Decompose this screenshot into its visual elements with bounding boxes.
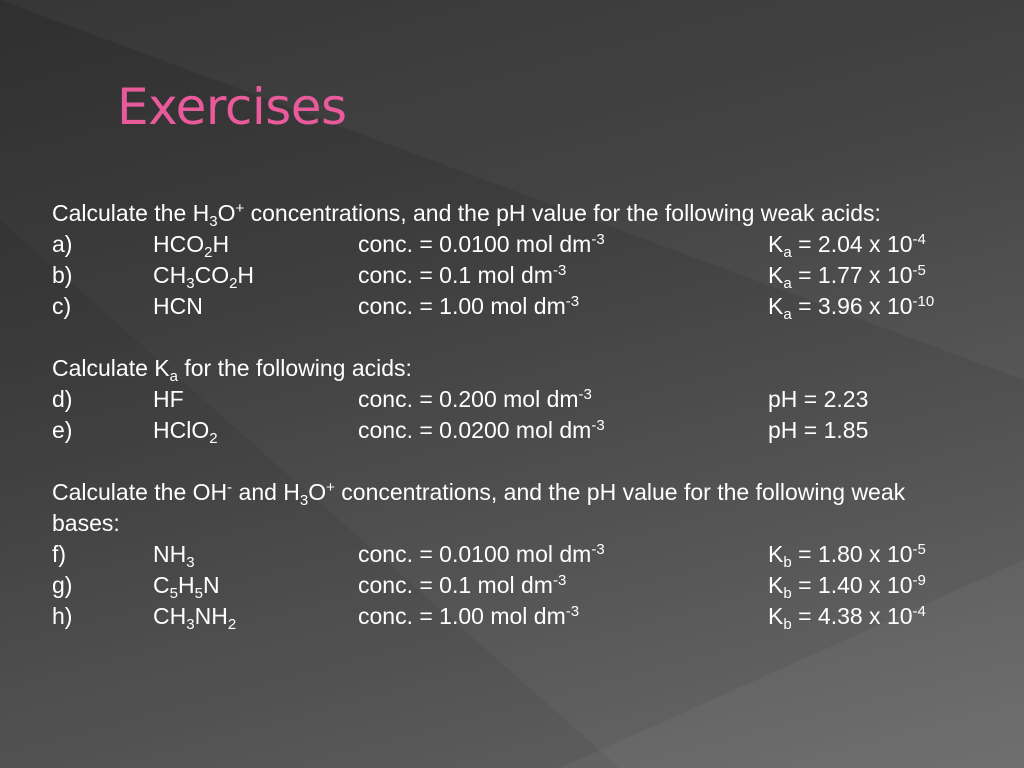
given-constant — [768, 384, 868, 415]
superscript: -3 — [565, 603, 580, 620]
subscript: 2 — [229, 275, 238, 292]
text-run: g) — [52, 572, 73, 598]
subscript: 3 — [186, 616, 195, 633]
text-run: conc. = 0.1 mol dm — [358, 572, 553, 598]
text-run: = 1.80 x 10 — [791, 541, 913, 567]
subscript: 3 — [186, 554, 195, 571]
weak-acids-list — [52, 229, 972, 322]
text-run: concentrations, and the pH value for the following weak bases: — [52, 479, 906, 536]
subscript: a — [783, 244, 792, 261]
exercise-label — [52, 415, 72, 446]
exercise-row — [52, 601, 972, 632]
given-constant — [768, 229, 926, 260]
text-run: K — [768, 293, 784, 319]
compound-formula — [153, 291, 203, 322]
superscript: - — [227, 479, 233, 496]
weak-bases-list — [52, 539, 972, 632]
text-run: Calculate the OH — [52, 479, 228, 505]
exercise-label — [52, 384, 72, 415]
slide-title: Exercises — [117, 78, 347, 136]
exercise-label — [52, 601, 72, 632]
subscript: 3 — [299, 492, 309, 509]
text-run: b) — [52, 262, 73, 288]
superscript: -3 — [578, 386, 592, 403]
text-run: H — [212, 231, 230, 257]
exercise-label — [52, 229, 72, 260]
compound-formula — [153, 570, 220, 601]
text-run: NH — [194, 603, 228, 629]
superscript: -3 — [565, 293, 580, 310]
superscript: + — [326, 479, 335, 496]
compound-formula — [153, 539, 195, 570]
text-run: and H — [232, 479, 300, 505]
text-run: = 3.96 x 10 — [791, 293, 913, 319]
text-run: Calculate the H — [52, 200, 210, 226]
text-run: conc. = 0.1 mol dm — [358, 262, 553, 288]
exercise-row — [52, 539, 972, 570]
spacer — [52, 322, 972, 353]
subscript: b — [783, 585, 792, 602]
text-run: conc. = 1.00 mol dm — [358, 293, 566, 319]
superscript: -5 — [912, 541, 926, 558]
exercise-row — [52, 384, 972, 415]
subscript: b — [783, 554, 792, 571]
text-run: conc. = 0.0200 mol dm — [358, 417, 592, 443]
concentration — [358, 570, 566, 601]
text-run: = 2.04 x 10 — [791, 231, 913, 257]
compound-formula — [153, 260, 254, 291]
ka-acids-list — [52, 384, 972, 446]
exercise-row — [52, 260, 972, 291]
subscript: 2 — [209, 430, 218, 447]
concentration — [358, 601, 579, 632]
text-run: conc. = 1.00 mol dm — [358, 603, 566, 629]
given-constant — [768, 291, 934, 322]
concentration — [358, 291, 579, 322]
subscript: 3 — [186, 275, 195, 292]
given-constant — [768, 601, 926, 632]
exercise-label — [52, 539, 66, 570]
text-run: O — [217, 200, 236, 226]
text-run: Calculate K — [52, 355, 170, 381]
superscript: -4 — [912, 231, 926, 248]
exercise-row — [52, 229, 972, 260]
text-run: K — [768, 231, 784, 257]
text-run: c) — [52, 293, 72, 319]
superscript: + — [235, 200, 245, 217]
subscript: 5 — [194, 585, 203, 602]
concentration — [358, 260, 566, 291]
exercise-row — [52, 415, 972, 446]
section-ka-intro — [52, 353, 972, 384]
text-run: K — [768, 603, 784, 629]
given-constant — [768, 570, 926, 601]
text-run: C — [153, 572, 170, 598]
compound-formula — [153, 601, 236, 632]
exercise-row — [52, 570, 972, 601]
compound-formula — [153, 229, 229, 260]
text-run: CO — [194, 262, 230, 288]
superscript: -3 — [591, 417, 605, 434]
subscript: a — [783, 275, 792, 292]
text-run: conc. = 0.0100 mol dm — [358, 541, 592, 567]
superscript: -3 — [552, 262, 567, 279]
text-run: CH — [153, 603, 187, 629]
subscript: a — [783, 306, 792, 323]
exercise-label — [52, 570, 72, 601]
subscript: b — [783, 616, 792, 633]
subscript: 2 — [227, 616, 237, 633]
given-constant — [768, 539, 926, 570]
superscript: -9 — [912, 572, 926, 589]
spacer — [52, 446, 972, 477]
concentration — [358, 384, 592, 415]
text-run: NH — [153, 541, 187, 567]
exercise-content — [52, 198, 972, 632]
subscript: 2 — [204, 244, 213, 261]
text-run: H — [177, 572, 195, 598]
concentration — [358, 415, 605, 446]
subscript: a — [169, 368, 178, 385]
text-run: e) — [52, 417, 73, 443]
text-run: HCN — [153, 293, 203, 319]
exercise-row — [52, 291, 972, 322]
text-run: K — [768, 572, 784, 598]
given-constant — [768, 260, 926, 291]
text-run: K — [768, 541, 784, 567]
text-run: pH = 2.23 — [768, 386, 869, 412]
text-run: = 1.40 x 10 — [791, 572, 913, 598]
text-run: H — [237, 262, 255, 288]
text-run: = 1.77 x 10 — [791, 262, 913, 288]
compound-formula — [153, 384, 184, 415]
superscript: -3 — [591, 231, 605, 248]
superscript: -3 — [591, 541, 605, 558]
text-run: K — [768, 262, 784, 288]
text-run: concentrations, and the pH value for the following weak acids: — [244, 200, 881, 226]
concentration — [358, 229, 605, 260]
text-run: O — [308, 479, 327, 505]
text-run: h) — [52, 603, 73, 629]
concentration — [358, 539, 605, 570]
given-constant — [768, 415, 868, 446]
compound-formula — [153, 415, 218, 446]
text-run: pH = 1.85 — [768, 417, 869, 443]
text-run: f) — [52, 541, 67, 567]
superscript: -10 — [912, 293, 935, 310]
subscript: 3 — [209, 213, 218, 230]
subscript: 5 — [169, 585, 178, 602]
exercise-label — [52, 291, 71, 322]
text-run: conc. = 0.0100 mol dm — [358, 231, 592, 257]
exercise-label — [52, 260, 72, 291]
superscript: -3 — [552, 572, 567, 589]
text-run: N — [202, 572, 220, 598]
text-run: HClO — [153, 417, 210, 443]
text-run: HCO — [153, 231, 205, 257]
superscript: -5 — [912, 262, 926, 279]
text-run: for the following acids: — [177, 355, 412, 381]
text-run: conc. = 0.200 mol dm — [358, 386, 579, 412]
text-run: a) — [52, 231, 73, 257]
text-run: CH — [153, 262, 187, 288]
text-run: HF — [153, 386, 184, 412]
text-run: = 4.38 x 10 — [791, 603, 913, 629]
superscript: -4 — [912, 603, 926, 620]
section-weak-acids-intro — [52, 198, 972, 229]
section-weak-bases-intro — [52, 477, 972, 539]
text-run: d) — [52, 386, 73, 412]
